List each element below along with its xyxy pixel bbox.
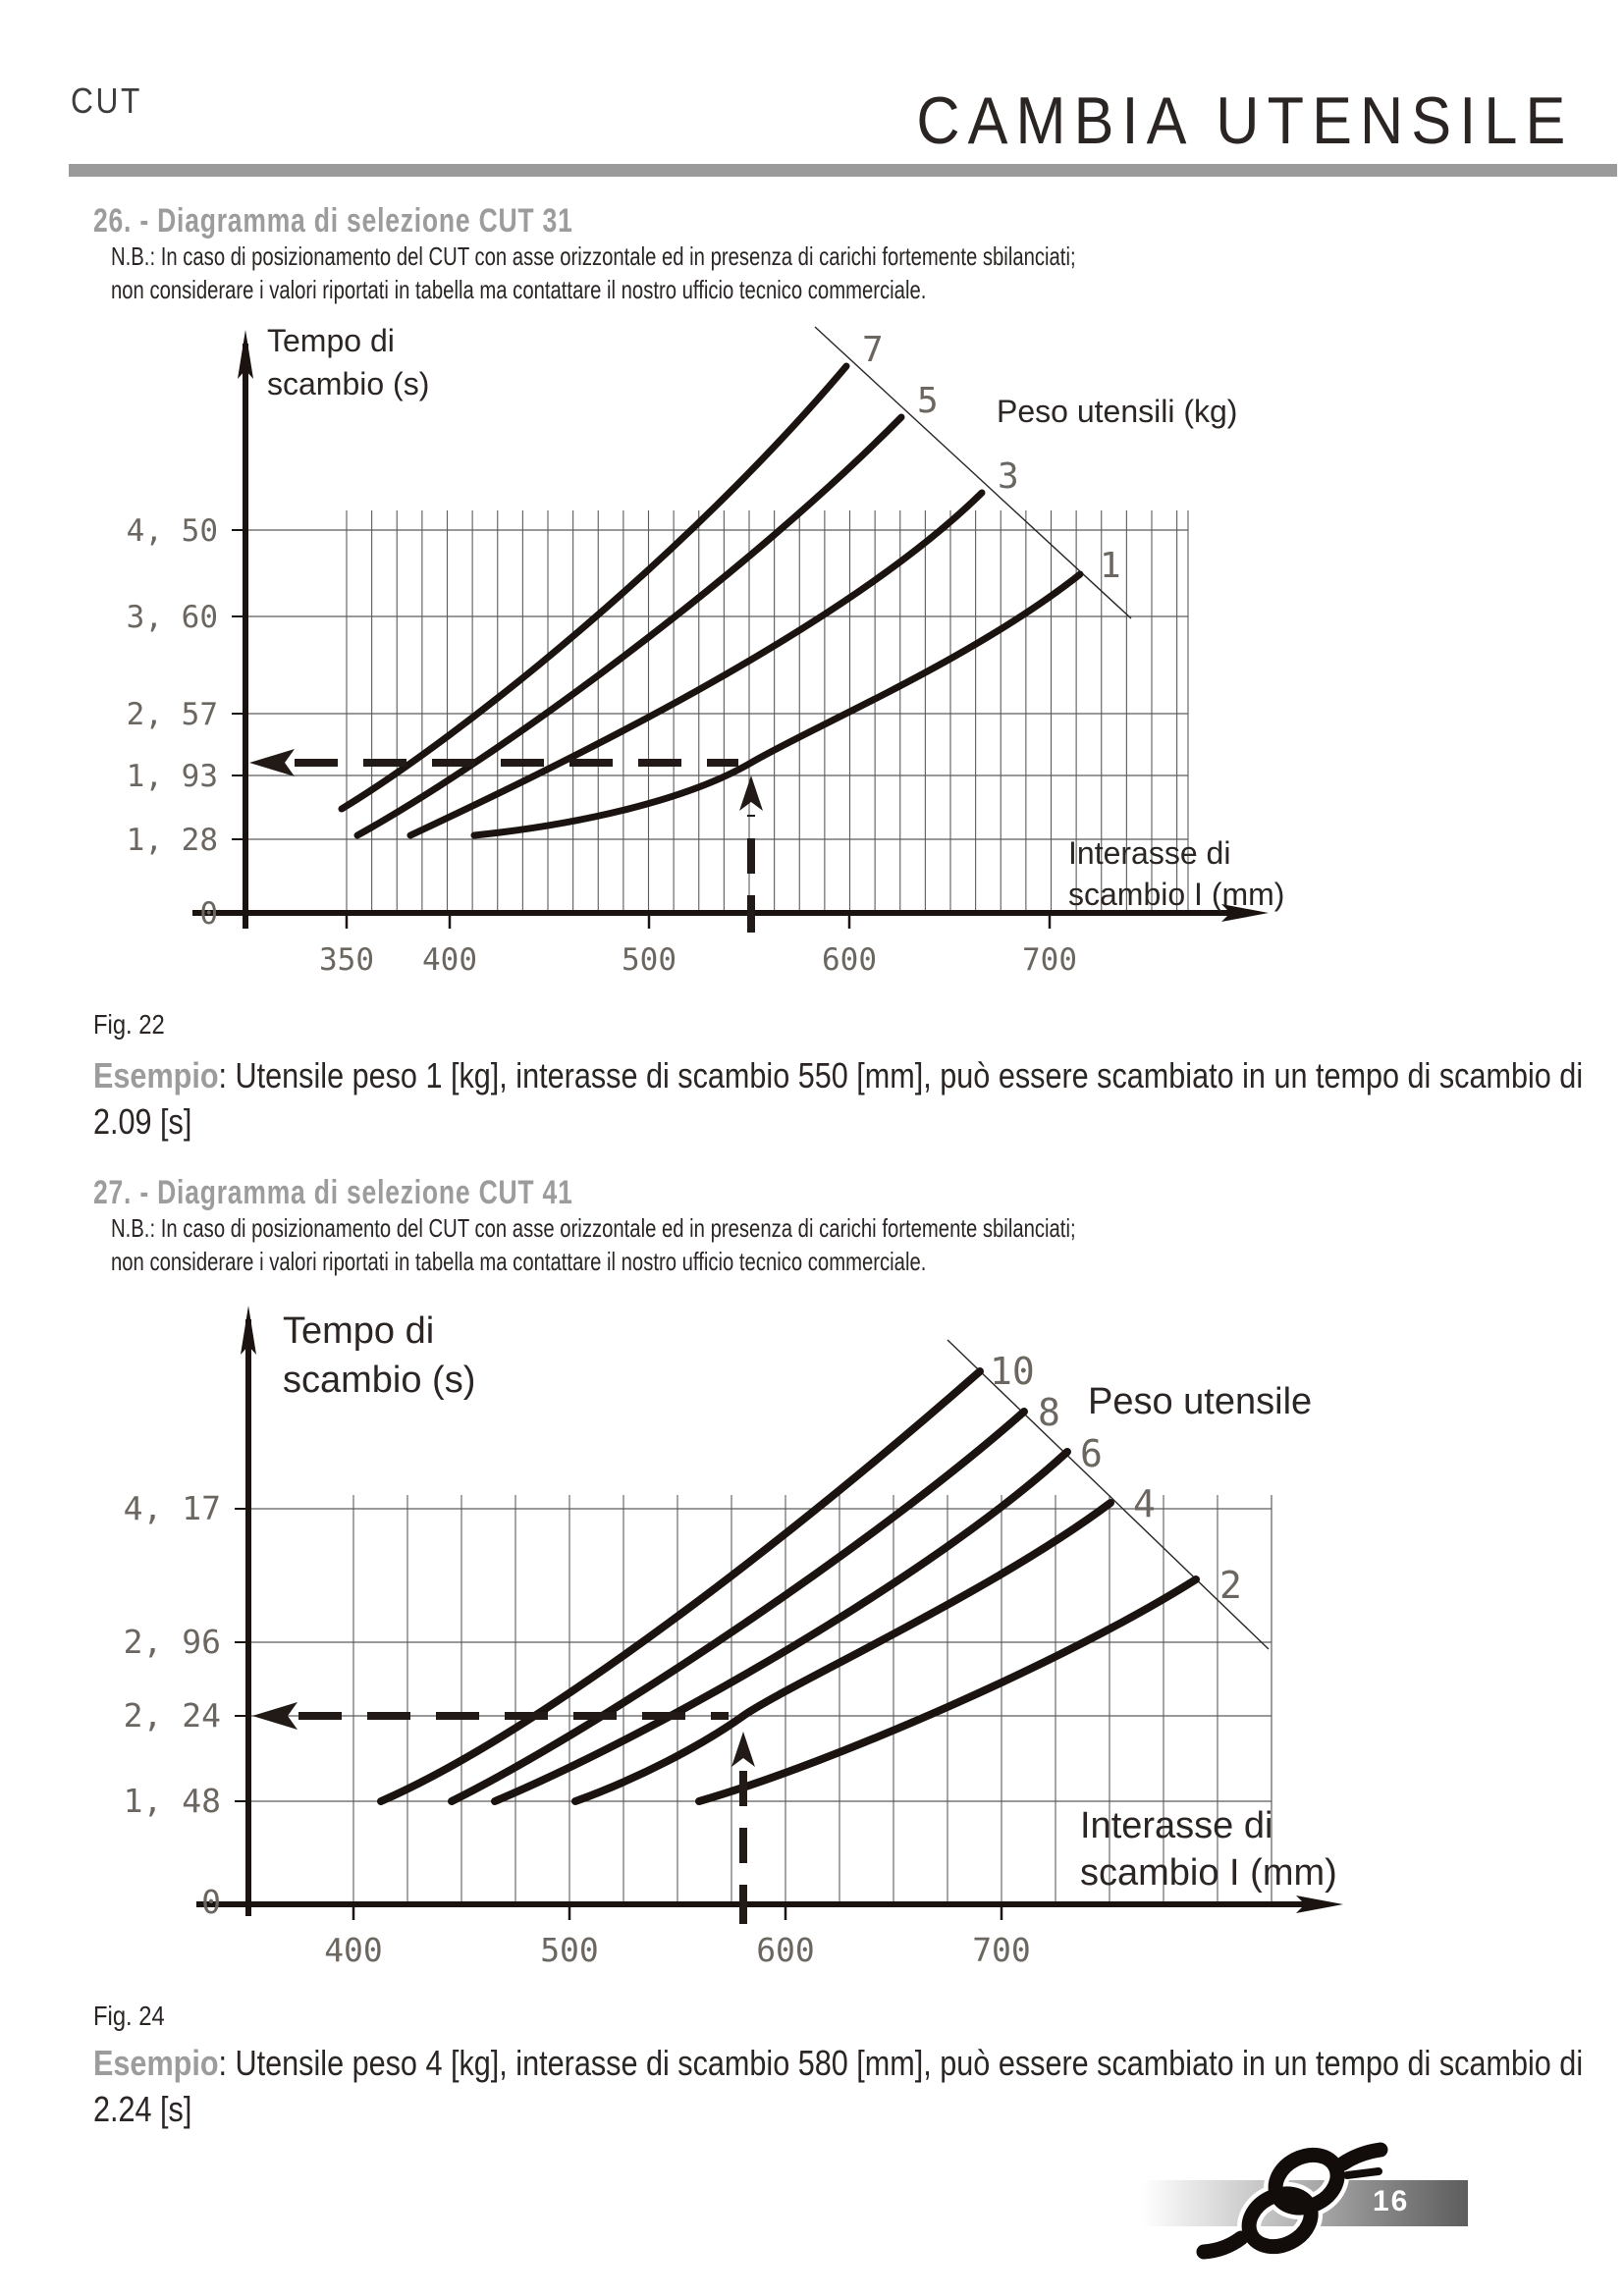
y-tick-label: 2, 24 <box>123 1696 221 1735</box>
note-line-1: N.B.: In caso di posizionamento del CUT con asse orizzontale ed in presenza di carichi fortemente sbilanciati; <box>111 241 1076 271</box>
selection-chart-cut41 <box>124 1306 1343 1969</box>
x-axis-title: scambio I (mm) <box>1068 877 1285 912</box>
x-tick-label: 600 <box>822 942 877 978</box>
curve-label: 10 <box>990 1350 1035 1393</box>
y-tick-label: 0 <box>199 896 218 932</box>
y-axis-title: Tempo di <box>267 323 395 358</box>
y-tick-label: 2, 57 <box>126 697 218 732</box>
page-number: 16 <box>1373 2185 1410 2217</box>
curve-label: 7 <box>862 330 884 370</box>
example-text: : Utensile peso 4 [kg], interasse di scambio 580 [mm], può essere scambiato in un tempo di scambio di <box>218 2043 1584 2083</box>
y-tick-label: 1, 93 <box>126 759 218 794</box>
x-tick-label: 350 <box>319 942 374 978</box>
section-heading-cut31: 26. - Diagramma di selezione CUT 31 <box>93 202 573 240</box>
y-tick-label: 4, 50 <box>126 513 218 549</box>
y-axis-title: Tempo di <box>283 1310 435 1352</box>
example-label: Esempio <box>93 2043 219 2083</box>
product-code: CUT <box>71 80 143 121</box>
curve-label: 2 <box>1219 1564 1242 1607</box>
y-tick-label: 2, 96 <box>123 1623 221 1661</box>
chart-grid <box>245 510 1188 913</box>
example-text: : Utensile peso 1 [kg], interasse di scambio 550 [mm], può essere scambiato in un tempo di scambio di <box>218 1055 1584 1095</box>
curve-label: 8 <box>1038 1391 1060 1434</box>
legend-title: Peso utensili (kg) <box>997 394 1238 429</box>
example-pointer <box>249 749 763 933</box>
y-tick-label: 3, 60 <box>126 600 218 635</box>
example-line-2: 2.09 [s] <box>93 1101 192 1142</box>
example-line-2: 2.24 [s] <box>93 2089 192 2129</box>
y-tick-label: 4, 17 <box>123 1489 221 1527</box>
figure-caption-24: Fig. 24 <box>93 2001 165 2031</box>
curve-label: 1 <box>1100 546 1121 586</box>
x-tick-label: 400 <box>422 942 477 978</box>
x-tick-label: 700 <box>1022 942 1077 978</box>
y-axis-title: scambio (s) <box>283 1360 476 1401</box>
y-axis-title: scambio (s) <box>267 366 430 401</box>
weight-curve-1 <box>474 574 1080 835</box>
x-axis-title: scambio I (mm) <box>1080 1852 1337 1894</box>
section-heading-cut41: 27. - Diagramma di selezione CUT 41 <box>93 1174 573 1211</box>
weight-curve-3 <box>410 493 982 835</box>
y-tick-label: 1, 28 <box>126 823 218 858</box>
weight-curve-6 <box>495 1452 1067 1801</box>
curve-label: 5 <box>917 381 939 421</box>
x-axis-title: Interasse di <box>1080 1805 1273 1846</box>
figure-caption-22: Fig. 22 <box>93 1009 165 1040</box>
y-tick-label: 0 <box>201 1883 221 1921</box>
selection-chart-cut31 <box>127 323 1285 978</box>
note-line-2: non considerare i valori riportati in tabella ma contattare il nostro ufficio tecnico commerciale. <box>111 275 927 304</box>
legend-title: Peso utensile <box>1088 1381 1313 1422</box>
note-line-1: N.B.: In caso di posizionamento del CUT con asse orizzontale ed in presenza di carichi fortemente sbilanciati; <box>111 1213 1076 1243</box>
weight-curve-5 <box>357 417 901 835</box>
weight-curve-4 <box>575 1503 1110 1801</box>
x-tick-label: 500 <box>540 1931 599 1969</box>
curve-label: 6 <box>1080 1432 1103 1475</box>
y-tick-label: 1, 48 <box>123 1782 221 1820</box>
x-tick-label: 400 <box>324 1931 383 1969</box>
brand-logo-icon <box>1204 2145 1380 2257</box>
curve-label: 4 <box>1133 1482 1156 1525</box>
note-line-2: non considerare i valori riportati in tabella ma contattare il nostro ufficio tecnico commerciale. <box>111 1247 927 1276</box>
page-title: CAMBIA UTENSILE <box>915 83 1573 158</box>
x-tick-label: 700 <box>972 1931 1031 1969</box>
x-tick-label: 500 <box>622 942 677 978</box>
curve-label: 3 <box>998 456 1019 497</box>
weight-leader-line <box>815 327 1131 618</box>
x-axis-title: Interasse di <box>1068 835 1231 871</box>
x-tick-label: 600 <box>756 1931 815 1969</box>
example-label: Esempio <box>93 1055 219 1095</box>
